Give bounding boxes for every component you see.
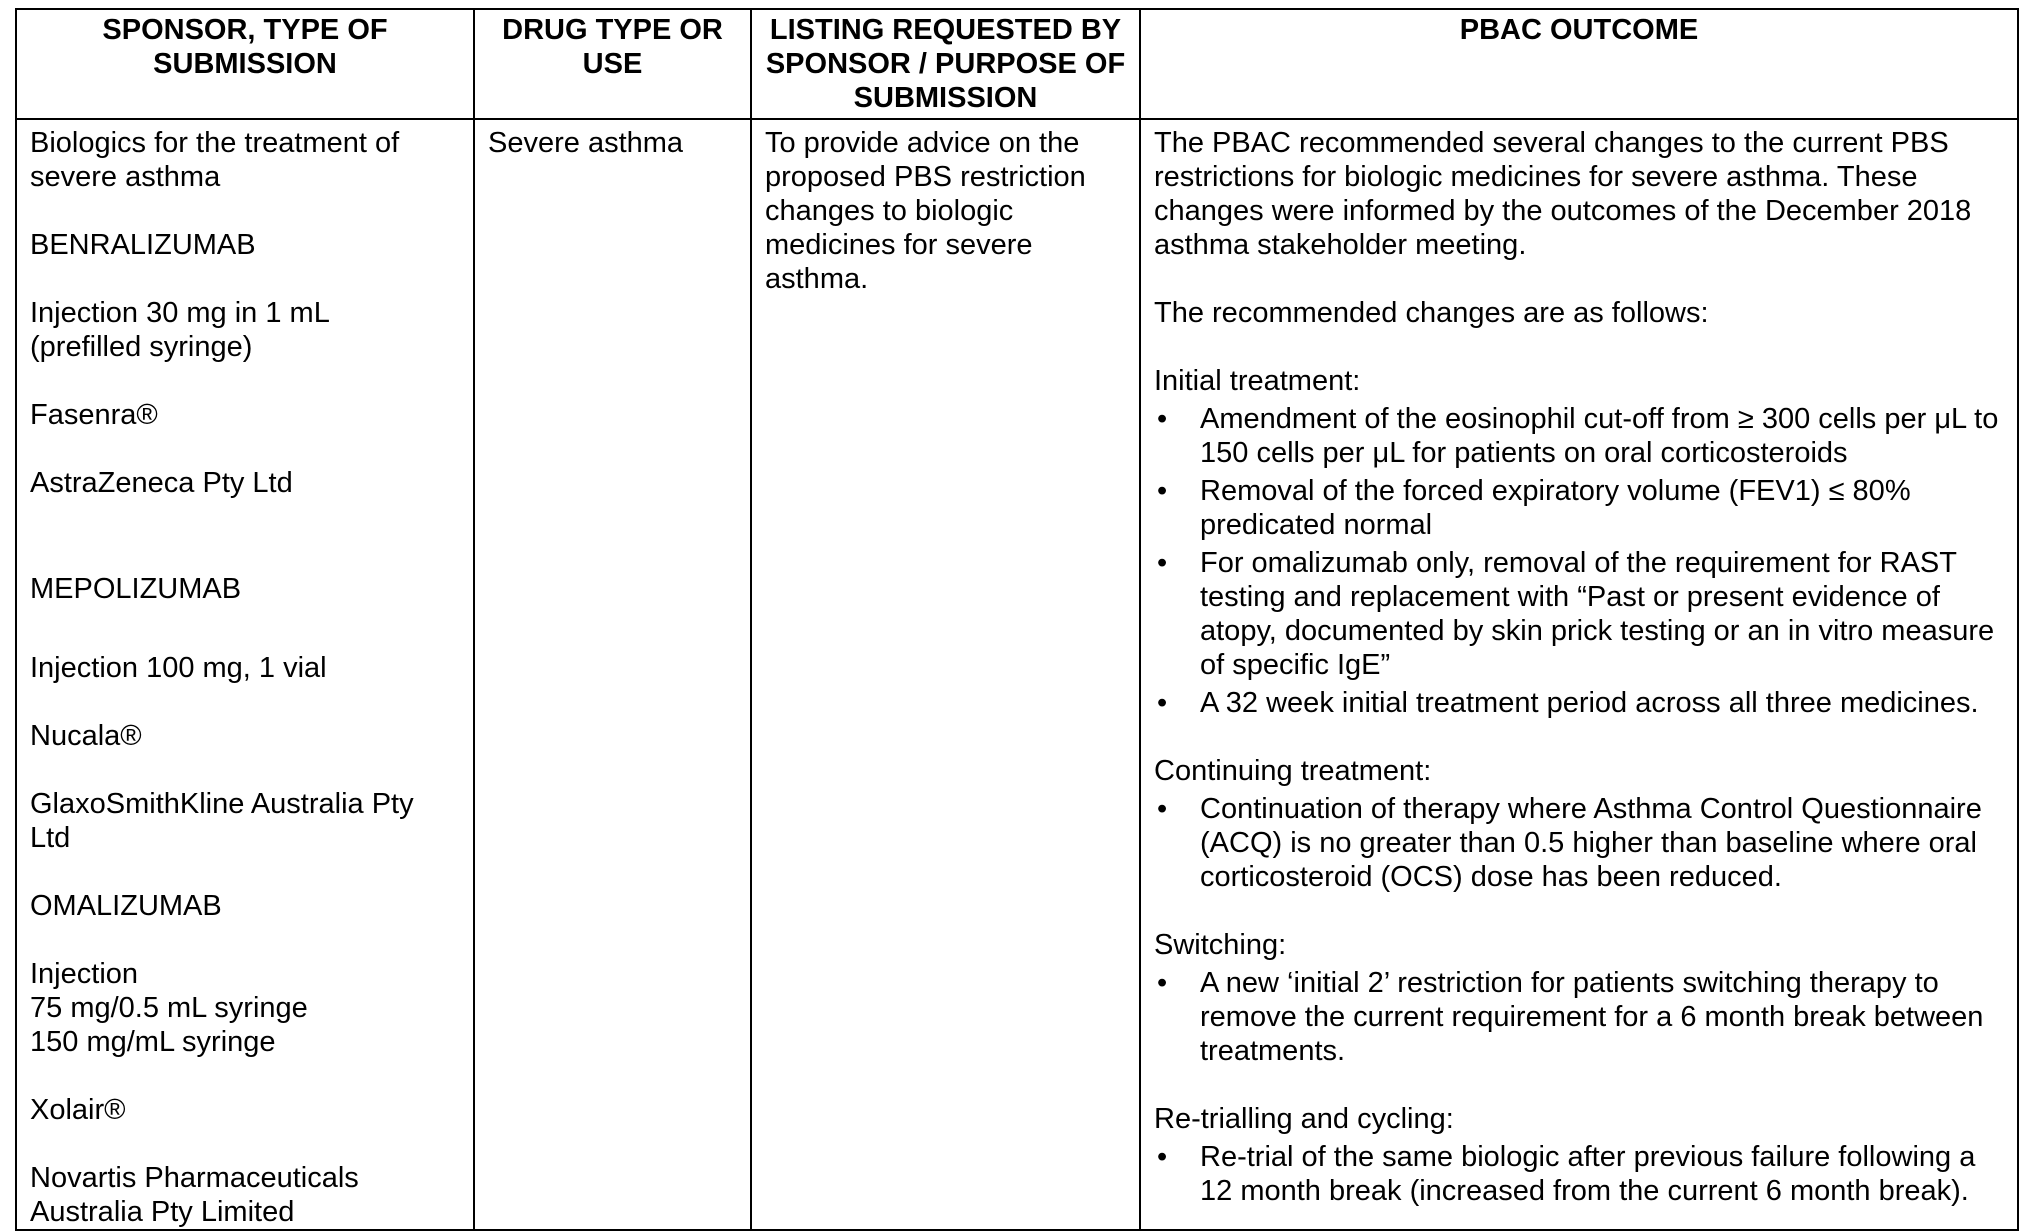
bullet-text: A 32 week initial treatment period across all three medicines.: [1200, 687, 1979, 719]
bullet-icon: •: [1157, 793, 1168, 825]
sponsor-intro: Biologics for the treatment of severe asthma: [30, 127, 400, 193]
bullet-text: Removal of the forced expiratory volume (FEV1) ≤ 80% predicated normal: [1200, 475, 1911, 541]
header-pbac-outcome: PBAC OUTCOME: [1140, 9, 2018, 119]
bullet-text: Continuation of therapy where Asthma Control Questionnaire (ACQ) is no greater than 0.5 higher than baseline where oral corticosteroid (OCS) dose has been reduced.: [1200, 793, 1982, 893]
list-item: [1154, 546, 2005, 682]
table-row: [16, 119, 2018, 1230]
table-header-row: [16, 9, 2018, 119]
header-listing-requested: LISTING REQUESTED BY SPONSOR / PURPOSE OF SUBMISSION: [751, 9, 1140, 119]
list-item: [1154, 792, 2005, 894]
header-drug-type: DRUG TYPE OR USE: [474, 9, 751, 119]
bullet-text: For omalizumab only, removal of the requirement for RAST testing and replacement with “Past or present evidence of atopy, documented by skin prick testing or an in vitro measure of specific IgE”: [1200, 547, 1995, 681]
bullet-list-initial: [1154, 402, 2005, 720]
drug-type-text: Severe asthma: [488, 127, 684, 159]
list-item: [1154, 474, 2005, 542]
bullet-icon: •: [1157, 687, 1168, 719]
list-item: [1154, 686, 2005, 720]
list-item: [1154, 402, 2005, 470]
section-heading-initial: Initial treatment:: [1154, 365, 1361, 397]
drug-name-omalizumab: OMALIZUMAB: [30, 890, 222, 922]
bullet-text: Amendment of the eosinophil cut-off from ≥ 300 cells per μL to 150 cells per μL for patients on oral corticosteroids: [1200, 403, 1999, 469]
section-heading-retrialling: Re-trialling and cycling:: [1154, 1103, 1454, 1135]
outcome-lead: The recommended changes are as follows:: [1154, 297, 1709, 329]
section-heading-continuing: Continuing treatment:: [1154, 755, 1432, 787]
drug-form-benralizumab: Injection 30 mg in 1 mL (prefilled syringe): [30, 297, 330, 363]
drug-company-omalizumab: Novartis Pharmaceuticals Australia Pty Limited: [30, 1162, 359, 1228]
bullet-text: Re-trial of the same biologic after previous failure following a 12 month break (increased from the current 6 month break).: [1200, 1141, 1976, 1207]
purpose-cell: [751, 119, 1140, 1230]
bullet-list-switching: [1154, 966, 2005, 1068]
header-sponsor: SPONSOR, TYPE OF SUBMISSION: [16, 9, 474, 119]
drug-form-omalizumab: Injection 75 mg/0.5 mL syringe 150 mg/mL syringe: [30, 958, 308, 1058]
bullet-icon: •: [1157, 475, 1168, 507]
bullet-icon: •: [1157, 967, 1168, 999]
bullet-text: A new ‘initial 2’ restriction for patients switching therapy to remove the current requirement for a 6 month break between treatments.: [1200, 967, 1984, 1067]
list-item: [1154, 966, 2005, 1068]
bullet-icon: •: [1157, 547, 1168, 579]
outcome-intro: The PBAC recommended several changes to the current PBS restrictions for biologic medicines for severe asthma. These changes were informed by the outcomes of the December 2018 asthma stakeholder meeting.: [1154, 127, 1972, 261]
drug-brand-benralizumab: Fasenra®: [30, 399, 158, 431]
drug-name-mepolizumab: MEPOLIZUMAB: [30, 573, 242, 605]
drug-name-benralizumab: BENRALIZUMAB: [30, 229, 256, 261]
drug-brand-mepolizumab: Nucala®: [30, 720, 142, 752]
drug-form-mepolizumab: Injection 100 mg, 1 vial: [30, 652, 327, 684]
pbac-outcome-table: [15, 8, 2019, 1231]
bullet-list-continuing: [1154, 792, 2005, 894]
list-item: [1154, 1140, 2005, 1208]
drug-type-cell: [474, 119, 751, 1230]
drug-company-mepolizumab: GlaxoSmithKline Australia Pty Ltd: [30, 788, 414, 854]
drug-brand-omalizumab: Xolair®: [30, 1094, 126, 1126]
bullet-icon: •: [1157, 1141, 1168, 1173]
drug-company-benralizumab: AstraZeneca Pty Ltd: [30, 467, 293, 499]
purpose-text: To provide advice on the proposed PBS restriction changes to biologic medicines for severe asthma.: [765, 127, 1086, 295]
bullet-list-retrialling: [1154, 1140, 2005, 1208]
outcome-cell: [1140, 119, 2018, 1230]
section-heading-switching: Switching:: [1154, 929, 1287, 961]
sponsor-cell: [16, 119, 474, 1230]
bullet-icon: •: [1157, 403, 1168, 435]
